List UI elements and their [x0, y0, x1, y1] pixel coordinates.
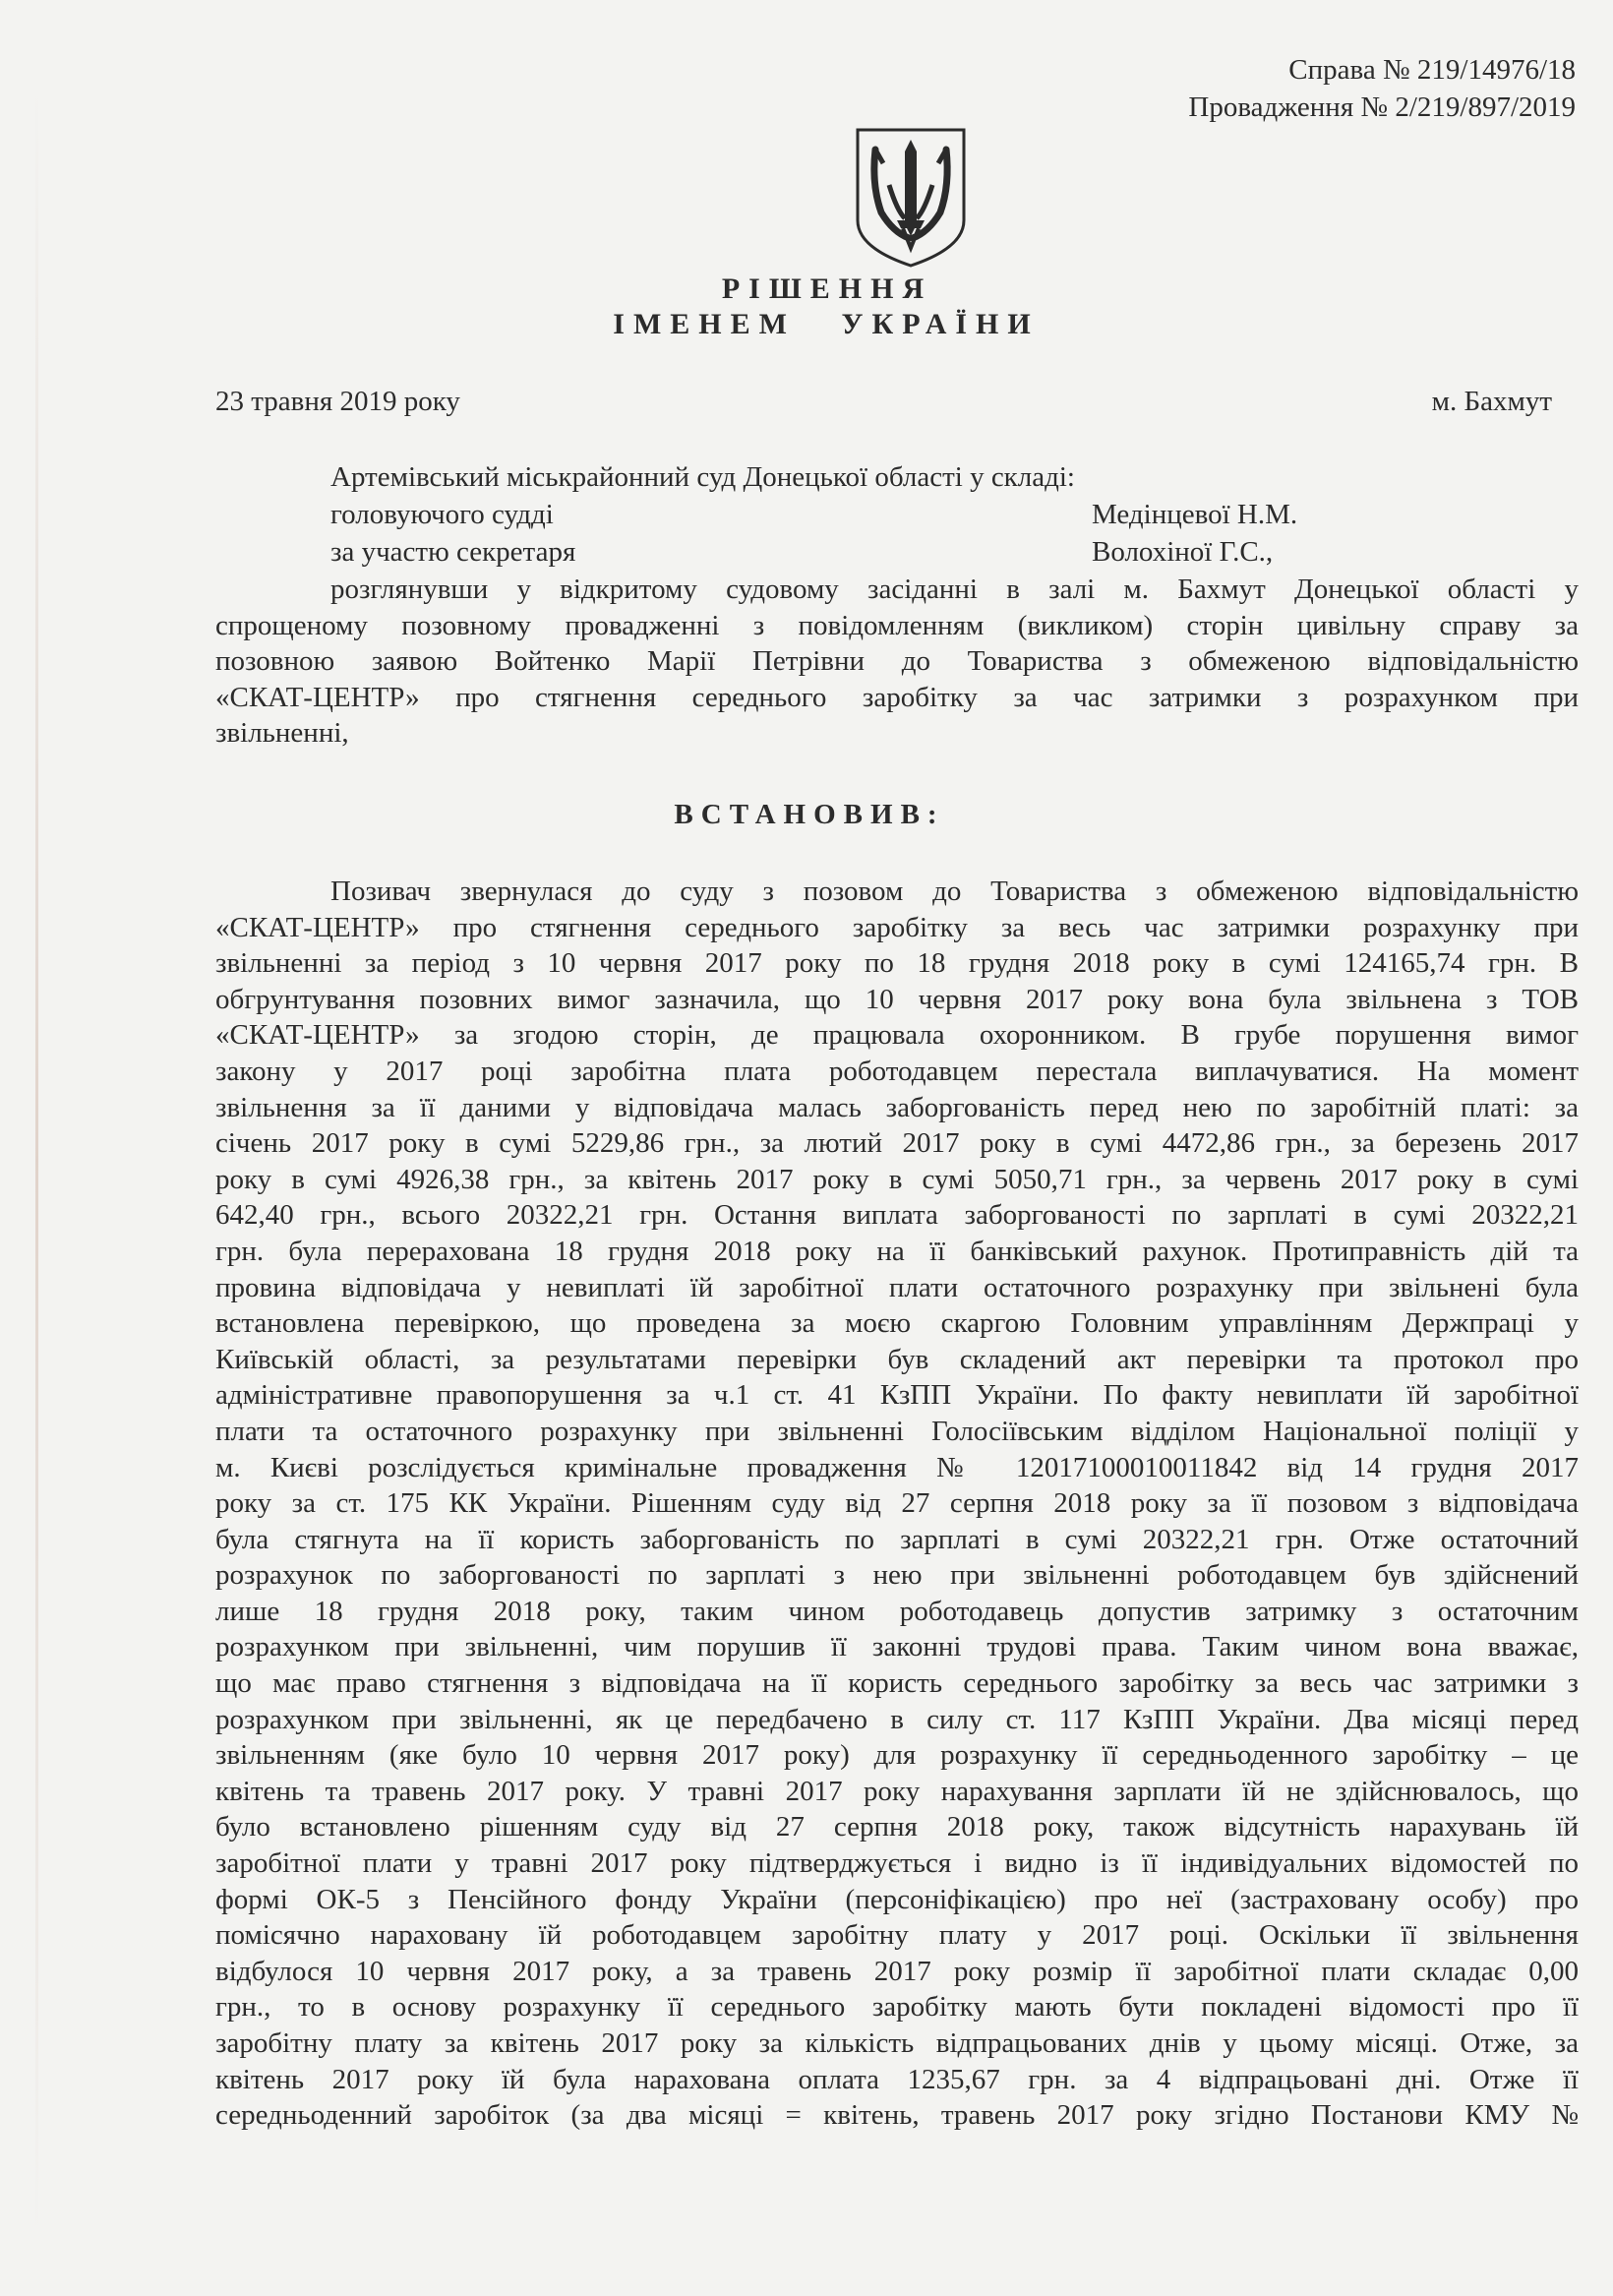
- section-heading: ВСТАНОВИВ:: [674, 799, 945, 830]
- body-line: звільнення за її даними у відповідача малась заборгованість перед нею по заробітній платі: за: [215, 1091, 1579, 1123]
- body-line: 642,40 грн., всього 20322,21 грн. Остання виплата заборгованості по зарплаті в сумі 20322,21: [215, 1199, 1579, 1232]
- intro-paragraph: [215, 572, 1579, 752]
- decision-city: м. Бахмут: [1431, 386, 1552, 417]
- body-line: розрахунком при звільненні, чим порушив її законні трудові права. Таким чином вона вважає,: [215, 1631, 1579, 1663]
- body-line: обгрунтування позовних вимог зазначила, що 10 червня 2017 року вона була звільнена з ТОВ: [215, 983, 1579, 1015]
- body-line: лише 18 грудня 2018 року, таким чином роботодавець допустив затримку з остаточним: [215, 1595, 1579, 1627]
- body-line: плати та остаточного розрахунку при звільненні Голосіївським відділом Національної поліції у: [215, 1415, 1579, 1447]
- body-line: Позивач звернулася до суду з позовом до Товариства з обмеженою відповідальністю: [330, 876, 1579, 907]
- intro-line: спрощеному позовному провадженні з повідомленням (викликом) сторін цивільну справу за: [215, 609, 1579, 641]
- body-line: грн. була перерахована 18 грудня 2018 року на її банківський рахунок. Протиправність дій та: [215, 1235, 1579, 1267]
- body-line: грн., то в основу розрахунку її середнього заробітку мають бути покладені відомості про її: [215, 1991, 1579, 2024]
- body-line: середньоденний заробіток (за два місяці = квітень, травень 2017 року згідно Постанови КМУ №: [215, 2099, 1579, 2132]
- document-title: РІШЕННЯ: [721, 272, 933, 305]
- decision-date: 23 травня 2019 року: [215, 386, 460, 417]
- paper-edge-shadow: [35, 89, 38, 2233]
- body-line: адміністративне правопорушення за ч.1 ст. 41 КзПП України. По факту невиплати їй заробітної: [215, 1379, 1579, 1412]
- body-line: встановлена перевіркою, що проведена за моєю скаргою Головним управлінням Держпраці у: [215, 1307, 1579, 1340]
- court-composition: Артемівський міськрайонний суд Донецької області у складі:: [330, 461, 1075, 493]
- body-line: січень 2017 року в сумі 5229,86 грн., за лютий 2017 року в сумі 4472,86 грн., за березень 2017: [215, 1127, 1579, 1160]
- proceeding-number: Провадження № 2/219/897/2019: [1188, 91, 1576, 123]
- body-line: «СКАТ-ЦЕНТР» за згодою сторін, де працювала охоронником. В грубе порушення вимог: [215, 1019, 1579, 1052]
- body-line: що має право стягнення з відповідача на її користь середнього заробітку за весь час затримки з: [215, 1667, 1579, 1700]
- body-line: року за ст. 175 КК України. Рішенням суду від 27 серпня 2018 року за її позовом з відповідача: [215, 1487, 1579, 1520]
- document-subtitle: ІМЕНЕМ УКРАЇНИ: [613, 308, 1040, 340]
- presiding-judge-label: головуючого судді: [330, 499, 554, 530]
- secretary-label: за участю секретаря: [330, 536, 576, 568]
- presiding-judge-name: Медінцевої Н.М.: [1092, 499, 1298, 530]
- body-line: розрахунок по заборгованості по зарплаті з нею при звільненні роботодавцем був здійснений: [215, 1559, 1579, 1592]
- body-line: закону у 2017 році заробітна плата роботодавцем перестала виплачуватися. На момент: [215, 1055, 1579, 1087]
- body-line: «СКАТ-ЦЕНТР» про стягнення середнього заробітку за весь час затримки розрахунку при: [215, 911, 1579, 943]
- trident-coat-of-arms-icon: [854, 126, 968, 270]
- case-info: [1188, 51, 1576, 126]
- body-line: була стягнута на її користь заборгованість по зарплаті в сумі 20322,21 грн. Отже остаточний: [215, 1523, 1579, 1555]
- intro-line: розглянувши у відкритому судовому засіданні в залі м. Бахмут Донецької області у: [330, 574, 1579, 605]
- body-paragraph: [215, 874, 1579, 2134]
- body-line: звільненні за період з 10 червня 2017 року по 18 грудня 2018 року в сумі 124165,74 грн. В: [215, 947, 1579, 980]
- intro-line: «СКАТ-ЦЕНТР» про стягнення середнього заробітку за час затримки з розрахунком при: [215, 681, 1579, 713]
- body-line: заробітну плату за квітень 2017 року за кількість відпрацьованих днів у цьому місяці. Отже, за: [215, 2027, 1579, 2059]
- secretary-name: Волохіної Г.С.,: [1092, 536, 1274, 568]
- body-line: провина відповідача у невиплаті їй заробітної плати остаточного розрахунку при звільнені була: [215, 1271, 1579, 1303]
- body-line: квітень 2017 року їй була нарахована оплата 1235,67 грн. за 4 відпрацьовані дні. Отже її: [215, 2063, 1579, 2095]
- body-line: заробітної плати у травні 2017 року підтверджується і видно із її індивідуальних відомостей по: [215, 1847, 1579, 1880]
- case-number: Справа № 219/14976/18: [1288, 54, 1576, 86]
- body-line: року в сумі 4926,38 грн., за квітень 2017 року в сумі 5050,71 грн., за червень 2017 року в сумі: [215, 1163, 1579, 1195]
- intro-line: звільненні,: [215, 717, 349, 750]
- body-line: квітень та травень 2017 року. У травні 2017 року нарахування зарплати їй не здійснювалось, що: [215, 1775, 1579, 1807]
- body-line: було встановлено рішенням суду від 27 серпня 2018 року, також відсутність нарахувань їй: [215, 1811, 1579, 1843]
- body-line: формі ОК-5 з Пенсійного фонду України (персоніфікацією) про неї (застраховану особу) про: [215, 1883, 1579, 1915]
- body-line: помісячно нараховану їй роботодавцем заробітну плату у 2017 році. Оскільки її звільнення: [215, 1919, 1579, 1952]
- body-line: відбулося 10 червня 2017 року, а за травень 2017 року розмір її заробітної плати складає 0,00: [215, 1955, 1579, 1987]
- body-line: м. Києві розслідується кримінальне провадження № 12017100010011842 від 14 грудня 2017: [215, 1451, 1579, 1483]
- intro-line: позовною заявою Войтенко Марії Петрівни до Товариства з обмеженою відповідальністю: [215, 645, 1579, 678]
- body-line: звільненням (яке було 10 червня 2017 року) для розрахунку її середньоденного заробітку – це: [215, 1739, 1579, 1772]
- body-line: Київській області, за результатами перевірки був складений акт перевірки та протокол про: [215, 1343, 1579, 1375]
- body-line: розрахунком при звільненні, як це передбачено в силу ст. 117 КзПП України. Два місяці перед: [215, 1703, 1579, 1735]
